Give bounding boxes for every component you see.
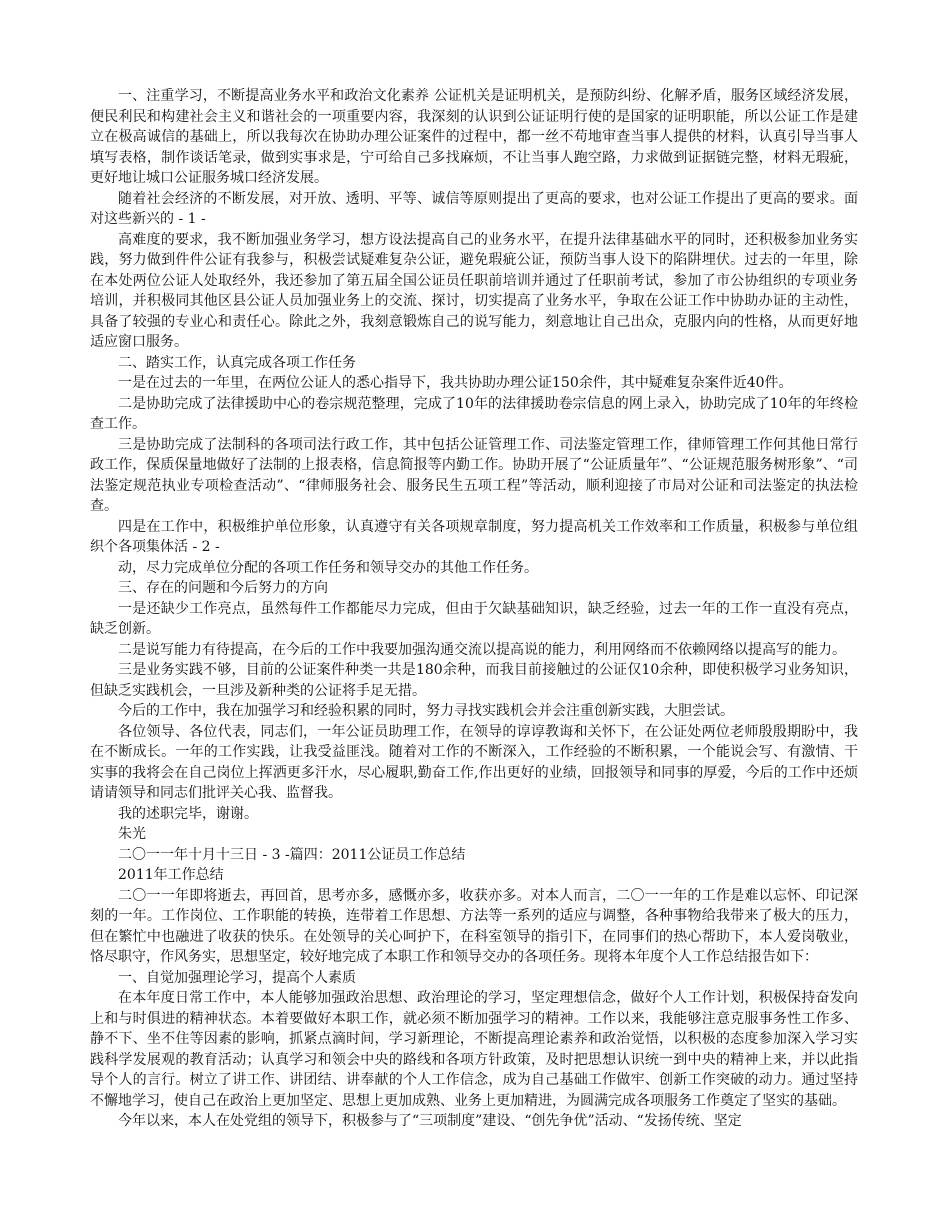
signature-name: 朱光	[118, 826, 146, 842]
section-heading: 一、自觉加强理论学习，提高个人素质	[118, 969, 356, 986]
paragraph: 一是在过去的一年里，在两位公证人的悉心指导下，我共协助办理公证150余件，其中疑难复杂案件近40件。	[118, 375, 793, 391]
paragraph: 二是说写能力有待提高，在今后的工作中我要加强沟通交流以提高说的能力，利用网络而不依赖网络以提高写的能力。	[118, 641, 846, 658]
date-line: 二〇一一年十月十三日 - 3 -篇四：2011公证员工作总结	[118, 846, 466, 863]
paragraph: 四是在工作中，积极维护单位形象，认真遵守有关各项规章制度，努力提高机关工作效率和工作质量，积极参与单位组织个各项集体活 - 2 -	[90, 518, 858, 555]
paragraph: 随着社会经济的不断发展，对开放、透明、平等、诚信等原则提出了更高的要求，也对公证工作提出了更高的要求。面对这些新兴的 - 1 -	[90, 190, 858, 227]
paragraph: 一、注重学习，不断提高业务水平和政治文化素养 公证机关是证明机关，是预防纠纷、化解矛盾，服务区域经济发展，便民利民和构建社会主义和谐社会的一项重要内容，我深刻的认识到公证证明行使的是国家的证明职能，所以公证工作是建立在极高诚信的基础上，所以我每次在协助办理公证案件的过程中，都一丝不苟地审查当事人提供的材料，认真引导当事人填写表格，制作谈话笔录，做到实事求是，宁可给自己多找麻烦，不让当事人跑空路，力求做到证据链完整，材料无瑕疵，更好地让城口公证服务城口经济发展。	[90, 88, 858, 186]
paragraph: 一是还缺少工作亮点，虽然每件工作都能尽力完成，但由于欠缺基础知识，缺乏经验，过去一年的工作一直没有亮点，缺乏创新。	[90, 600, 858, 637]
paragraph: 三是业务实践不够，目前的公证案件种类一共是180余种，而我目前接触过的公证仅10余种，即使积极学习业务知识，但缺乏实践机会，一旦涉及新种类的公证将手足无措。	[90, 662, 858, 699]
paragraph: 今后的工作中，我在加强学习和经验积累的同时，努力寻找实践机会并会注重创新实践，大胆尝试。	[118, 703, 734, 719]
paragraph: 二是协助完成了法律援助中心的卷宗规范整理，完成了10年的法律援助卷宗信息的网上录入，协助完成了10年的年终检查工作。	[90, 395, 858, 432]
paragraph: 各位领导、各位代表，同志们，一年公证员助理工作，在领导的谆谆教诲和关怀下，在公证处两位老师殷殷期盼中，我在不断成长。一年的工作实践，让我受益匪浅。随着对工作的不断深入，工作经验的不断积累，一个能说会写、有激情、干实事的我将会在自己岗位上挥洒更多汗水，尽心履职,勤奋工作,作出更好的业绩，回报领导和同事的厚爱，今后的工作中还烦请请领导和同志们批评关心我、监督我。	[90, 723, 858, 801]
section-heading: 三、存在的问题和今后努力的方向	[118, 580, 328, 596]
paragraph: 动，尽力完成单位分配的各项工作任务和领导交办的其他工作任务。	[118, 559, 538, 576]
paragraph: 高难度的要求，我不断加强业务学习，想方设法提高自己的业务水平，在提升法律基础水平的同时，还积极参加业务实践，努力做到件件公证有我参与，积极尝试疑难复杂公证，避免瑕疵公证，预防当事人设下的陷阱埋伏。过去的一年里，除在本处两位公证人处取经外，我还参加了第五届全国公证员任职前培训并通过了任职前考试，参加了市公协组织的专项业务培训，并积极同其他区县公证人员加强业务上的交流、探讨，切实提高了业务水平，争取在公证工作中协助办证的主动性，具备了较强的专业心和责任心。除此之外，我刻意锻炼自己的说写能力，刻意地让自己出众，克服内向的性格，从而更好地适应窗口服务。	[90, 231, 858, 350]
paragraph: 三是协助完成了法制科的各项司法行政工作，其中包括公证管理工作、司法鉴定管理工作，律师管理工作何其他日常行政工作，保质保量地做好了法制的上报表格，信息简报等内勤工作。协助开展了“公证质量年”、“公证规范服务树形象”、“司法鉴定规范执业专项检查活动”、“律师服务社会、服务民生五项工程”等活动，顺利迎接了市局对公证和司法鉴定的执法检查。	[90, 436, 858, 514]
paragraph: 今年以来，本人在处党组的领导下，积极参与了“三项制度”建设、“创先争优”活动、“发扬传统、坚定	[118, 1113, 742, 1129]
paragraph: 在本年度日常工作中，本人能够加强政治思想、政治理论的学习，坚定理想信念，做好个人工作计划，积极保持奋发向上和与时俱进的精神状态。本着要做好本职工作，就必须不断加强学习的精神。工作以来，我能够注意克服事务性工作多、静不下、坐不住等因素的影响，抓紧点滴时间，学习新理论，不断提高理论素养和政治觉悟，以积极的态度参加深入学习实践科学发展观的教育活动；认真学习和领会中央的路线和各项方针政策，及时把思想认识统一到中央的精神上来，并以此指导个人的言行。树立了讲工作、讲团结、讲奉献的个人工作信念，成为自己基础工作做牢、创新工作突破的动力。通过坚持不懈地学习，使自己在政治上更加坚定、思想上更加成熟、业务上更加精进，为圆满完成各项服务工作奠定了坚实的基础。	[90, 990, 858, 1109]
document-title: 2011年工作总结	[118, 867, 224, 883]
closing-line: 我的述职完毕，谢谢。	[118, 805, 258, 822]
paragraph: 二〇一一年即将逝去，再回首，思考亦多，感慨亦多，收获亦多。对本人而言，二〇一一年的工作是难以忘怀、印记深刻的一年。工作岗位、工作职能的转换，连带着工作思想、方法等一系列的适应与调整，各种事物给我带来了极大的压力，但在繁忙中也融进了收获的快乐。在处领导的关心呵护下，在科室领导的指引下，在同事们的热心帮助下，本人爱岗敬业，恪尽职守，作风务实，思想坚定，较好地完成了本职工作和领导交办的各项任务。现将本年度个人工作总结报告如下：	[90, 887, 858, 965]
section-heading: 二、踏实工作，认真完成各项工作任务	[118, 354, 356, 371]
